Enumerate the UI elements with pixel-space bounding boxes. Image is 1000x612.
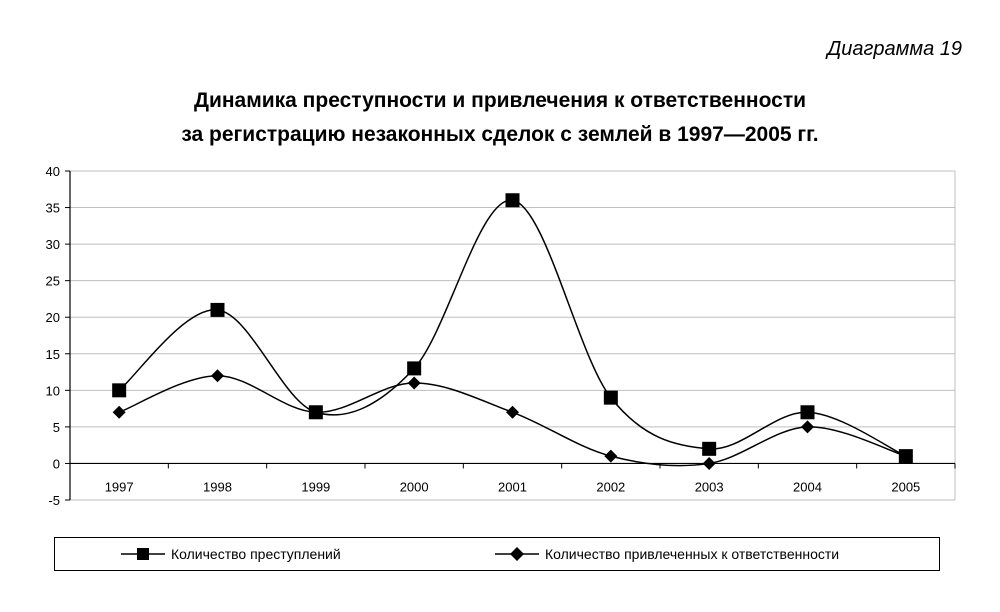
y-tick-label: 20	[45, 310, 60, 326]
x-tick-label: 2002	[596, 479, 626, 495]
data-point-square	[211, 303, 225, 317]
data-point-square	[112, 383, 126, 397]
data-point-square	[801, 405, 815, 419]
y-tick-label: 40	[45, 164, 60, 179]
chart-title-line-2: за регистрацию незаконных сделок с землей в 1997—2005 гг.	[181, 123, 819, 146]
data-point-diamond	[408, 377, 421, 390]
data-point-square	[407, 361, 421, 375]
x-tick-label: 2001	[498, 479, 527, 495]
y-tick-label: 35	[45, 200, 60, 216]
legend-item-prosecuted	[495, 538, 839, 570]
legend-label-prosecuted: Количество привлеченных к ответственности	[545, 546, 840, 562]
legend	[54, 537, 940, 571]
y-tick-label: 30	[45, 237, 60, 253]
axes	[65, 171, 955, 500]
data-point-square	[604, 391, 618, 405]
x-tick-label: 2005	[891, 479, 921, 495]
series-line-2	[119, 376, 906, 466]
data-point-diamond	[801, 420, 814, 433]
chart-title-line-1: Динамика преступности и привлечения к ответственности	[193, 89, 807, 112]
series-markers	[112, 193, 913, 470]
data-point-diamond	[703, 457, 716, 470]
x-tick-label: 1997	[104, 479, 134, 495]
y-tick-label: 15	[45, 346, 60, 362]
data-point-square	[702, 442, 716, 456]
legend-square-marker-icon	[121, 546, 165, 562]
x-tick-label: 2003	[694, 479, 724, 495]
legend-item-crimes	[121, 538, 341, 570]
x-tick-label: 2004	[793, 479, 822, 495]
x-tick-labels	[105, 479, 921, 494]
x-tick-label: 1998	[203, 479, 232, 495]
data-point-diamond	[604, 450, 617, 463]
y-tick-label: -5	[48, 493, 60, 508]
data-point-square	[506, 193, 520, 207]
y-tick-label: 10	[45, 383, 60, 399]
y-tick-labels	[46, 164, 60, 508]
y-tick-label: 25	[45, 273, 60, 289]
series-lines	[119, 200, 906, 466]
y-tick-label: 0	[52, 456, 60, 472]
diagram-caption: Диаграмма 19	[827, 38, 962, 60]
grid-lines	[70, 171, 955, 500]
x-tick-label: 2000	[399, 479, 429, 495]
legend-diamond-marker-icon	[495, 546, 539, 562]
data-point-diamond	[506, 406, 519, 419]
x-tick-label: 1999	[301, 479, 331, 495]
legend-label-crimes: Количество преступлений	[171, 546, 341, 562]
data-point-diamond	[113, 406, 126, 419]
data-point-diamond	[211, 369, 224, 382]
y-tick-label: 5	[52, 419, 60, 435]
